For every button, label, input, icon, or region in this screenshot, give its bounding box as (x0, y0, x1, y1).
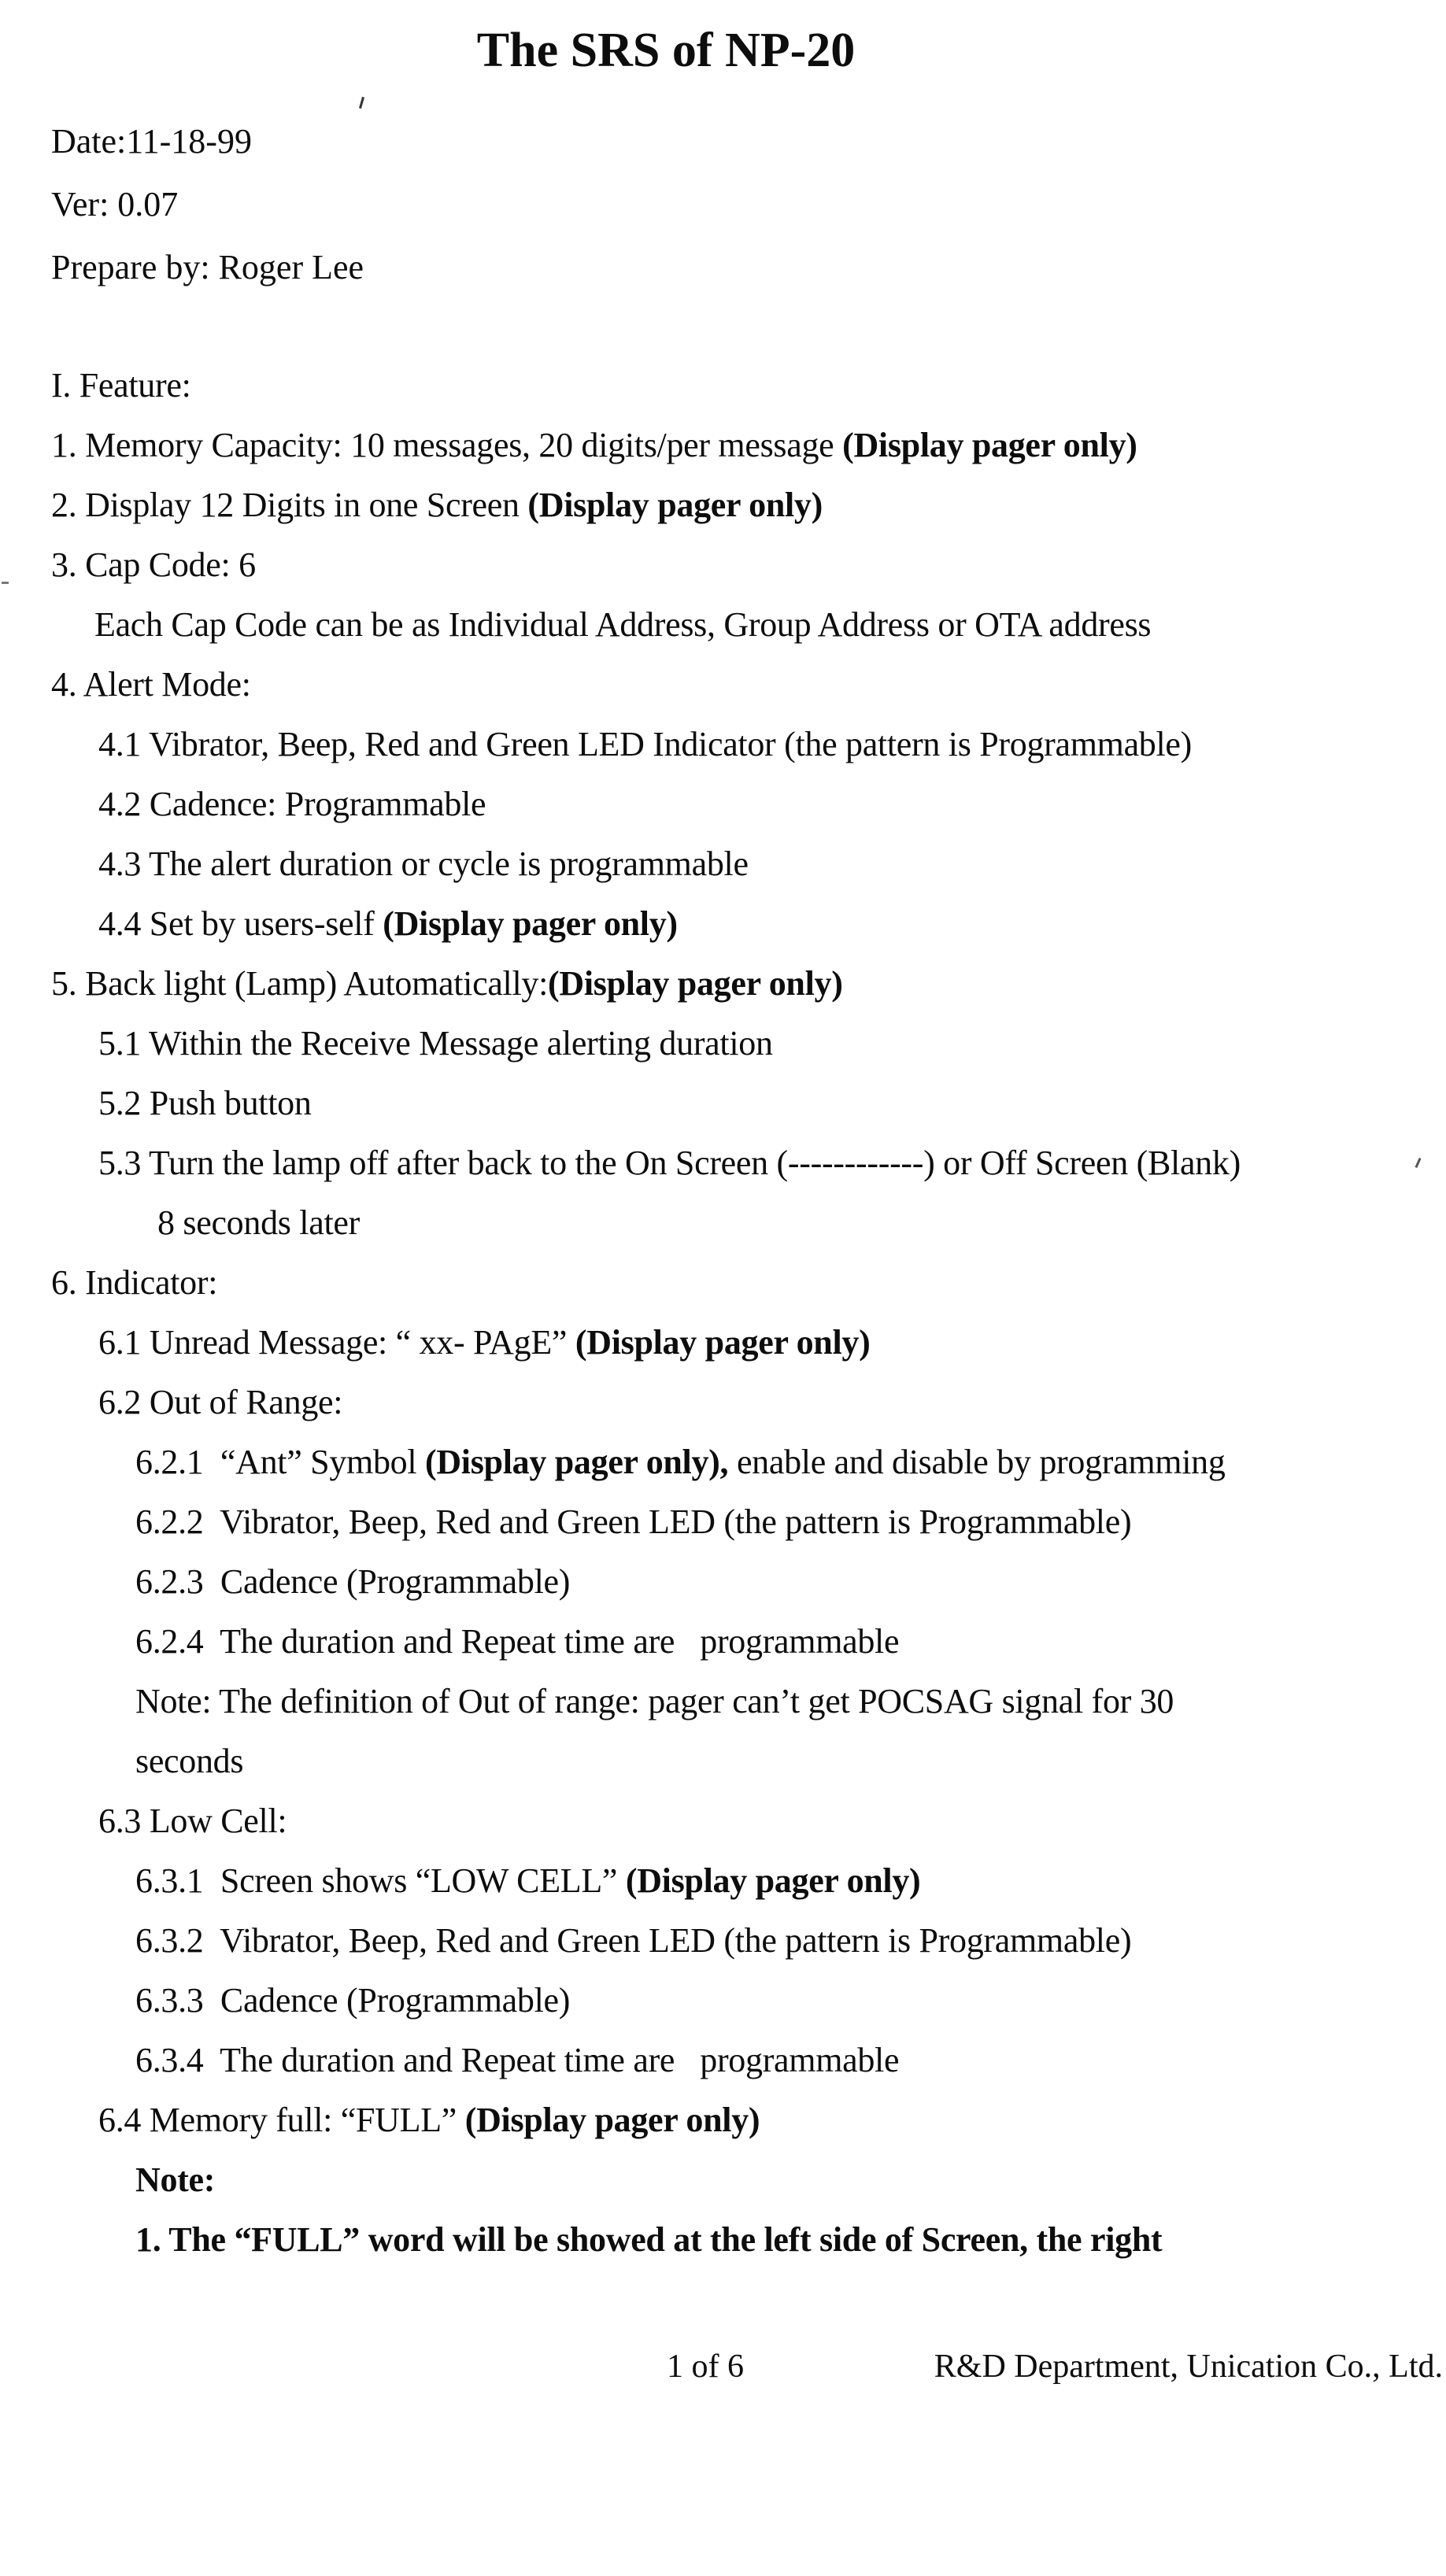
text-segment: 4. Alert Mode: (51, 665, 251, 704)
line-1-memory-capacity (51, 416, 1446, 475)
line-4-1-vibrator (98, 715, 1446, 774)
bold-text-segment: (Display pager only) (464, 2101, 760, 2139)
line-full-word-note (135, 2210, 1446, 2270)
text-segment: 6. Indicator: (51, 1263, 218, 1302)
text-segment: 6.1 Unread Message: “ xx- PAgE” (98, 1323, 575, 1362)
text-segment: 5.2 Push button (98, 1084, 312, 1122)
prepared-by-line: Prepare by: Roger Lee (51, 248, 364, 286)
text-segment: 5. Back light (Lamp) Automatically: (51, 964, 549, 1003)
line-4-alert-mode (51, 655, 1446, 715)
line-6-4-memory-full (98, 2090, 1446, 2150)
line-cap-code-detail (94, 595, 1446, 655)
text-segment: 5.1 Within the Receive Message alerting duration (98, 1024, 773, 1063)
text-segment: 6.2.3 Cadence (Programmable) (135, 1562, 571, 1601)
line-5-back-light (51, 954, 1446, 1014)
date-line: Date:11-18-99 (51, 122, 252, 161)
bold-text-segment: (Display pager only), (424, 1443, 729, 1481)
line-note-continuation (135, 1732, 1446, 1791)
line-6-3-2-vibrator (135, 1911, 1446, 1971)
bold-text-segment: (Display pager only) (527, 486, 823, 524)
footer-organization: R&D Department, Unication Co., Ltd. (934, 2349, 1443, 2385)
text-segment: 4.3 The alert duration or cycle is programmable (98, 844, 749, 883)
text-segment: 6.3.3 Cadence (Programmable) (135, 1981, 571, 2020)
line-feature-heading (51, 356, 1446, 416)
line-5-3-continuation (157, 1193, 1446, 1253)
line-6-1-unread-message (98, 1313, 1446, 1373)
text-segment: I. Feature: (51, 366, 191, 405)
text-segment: 6.3.2 Vibrator, Beep, Red and Green LED (the pattern is Programmable) (135, 1921, 1132, 1960)
document-page (0, 20, 1446, 2433)
line-5-1-within-receive (98, 1014, 1446, 1074)
text-segment: 6.2.1 “Ant” Symbol (135, 1443, 425, 1481)
bold-text-segment: (Display pager only) (625, 1861, 921, 1900)
line-6-2-2-vibrator (135, 1492, 1446, 1552)
line-6-2-1-ant-symbol (135, 1432, 1446, 1492)
line-5-3-turn-lamp-off (98, 1133, 1446, 1193)
page-footer (51, 2337, 1446, 2397)
bold-text-segment: (Display pager only) (575, 1323, 871, 1362)
text-segment: Each Cap Code can be as Individual Address, Group Address or OTA address (94, 605, 1152, 644)
text-segment: 8 seconds later (157, 1203, 360, 1242)
line-6-indicator (51, 1253, 1446, 1313)
text-segment: Note: The definition of Out of range: pager can’t get POCSAG signal for 30 (135, 1682, 1174, 1720)
line-out-of-range-note (135, 1672, 1446, 1732)
text-segment: 1. Memory Capacity: 10 messages, 20 digits/per message (51, 426, 843, 464)
text-segment: seconds (135, 1742, 244, 1780)
text-segment: enable and disable by programming (728, 1443, 1226, 1481)
line-6-2-3-cadence (135, 1552, 1446, 1612)
line-4-2-cadence (98, 774, 1446, 834)
bold-text-segment: 1. The “FULL” word will be showed at the left side of Screen, the right (135, 2220, 1163, 2259)
bold-text-segment: (Display pager only) (383, 904, 678, 943)
line-6-3-4-duration (135, 2031, 1446, 2090)
line-2-display-digits (51, 475, 1446, 535)
text-segment: 5.3 Turn the lamp off after back to the On Screen (------------) or Off Screen (Blank) (98, 1144, 1241, 1182)
line-6-3-low-cell (98, 1791, 1446, 1851)
text-segment: 4.2 Cadence: Programmable (98, 785, 486, 823)
line-6-2-out-of-range (98, 1373, 1446, 1432)
text-segment: 6.2 Out of Range: (98, 1383, 343, 1421)
line-6-3-3-cadence (135, 1971, 1446, 2031)
line-3-cap-code (51, 535, 1446, 595)
scan-artifact (359, 97, 364, 109)
line-6-3-1-screen-shows (135, 1851, 1446, 1911)
page-number: 1 of 6 (667, 2349, 744, 2385)
text-segment: 6.3 Low Cell: (98, 1802, 287, 1840)
text-segment: 6.3.4 The duration and Repeat time are programmable (135, 2041, 900, 2079)
bold-text-segment: (Display pager only) (548, 964, 843, 1003)
text-segment: 6.2.2 Vibrator, Beep, Red and Green LED (the pattern is Programmable) (135, 1502, 1132, 1541)
line-note-heading (135, 2150, 1446, 2210)
text-segment: 4.4 Set by users-self (98, 904, 383, 943)
scan-artifact (2, 582, 9, 584)
text-segment: 6.2.4 The duration and Repeat time are programmable (135, 1622, 900, 1661)
text-segment: 6.3.1 Screen shows “LOW CELL” (135, 1861, 626, 1900)
bold-text-segment: (Display pager only) (842, 426, 1137, 464)
bold-text-segment: Note: (135, 2160, 216, 2199)
text-segment: 2. Display 12 Digits in one Screen (51, 486, 528, 524)
line-6-2-4-duration (135, 1612, 1446, 1672)
line-4-4-set-by-users (98, 894, 1446, 954)
text-segment: 4.1 Vibrator, Beep, Red and Green LED Indicator (the pattern is Programmable) (98, 725, 1193, 763)
line-5-2-push-button (98, 1074, 1446, 1133)
document-header (51, 110, 1446, 299)
line-4-3-alert-duration (98, 834, 1446, 894)
text-segment: 6.4 Memory full: “FULL” (98, 2101, 465, 2139)
version-line: Ver: 0.07 (51, 185, 179, 224)
document-body (51, 356, 1446, 2270)
document-title: The SRS of NP-20 (476, 24, 856, 77)
text-segment: 3. Cap Code: 6 (51, 545, 256, 584)
